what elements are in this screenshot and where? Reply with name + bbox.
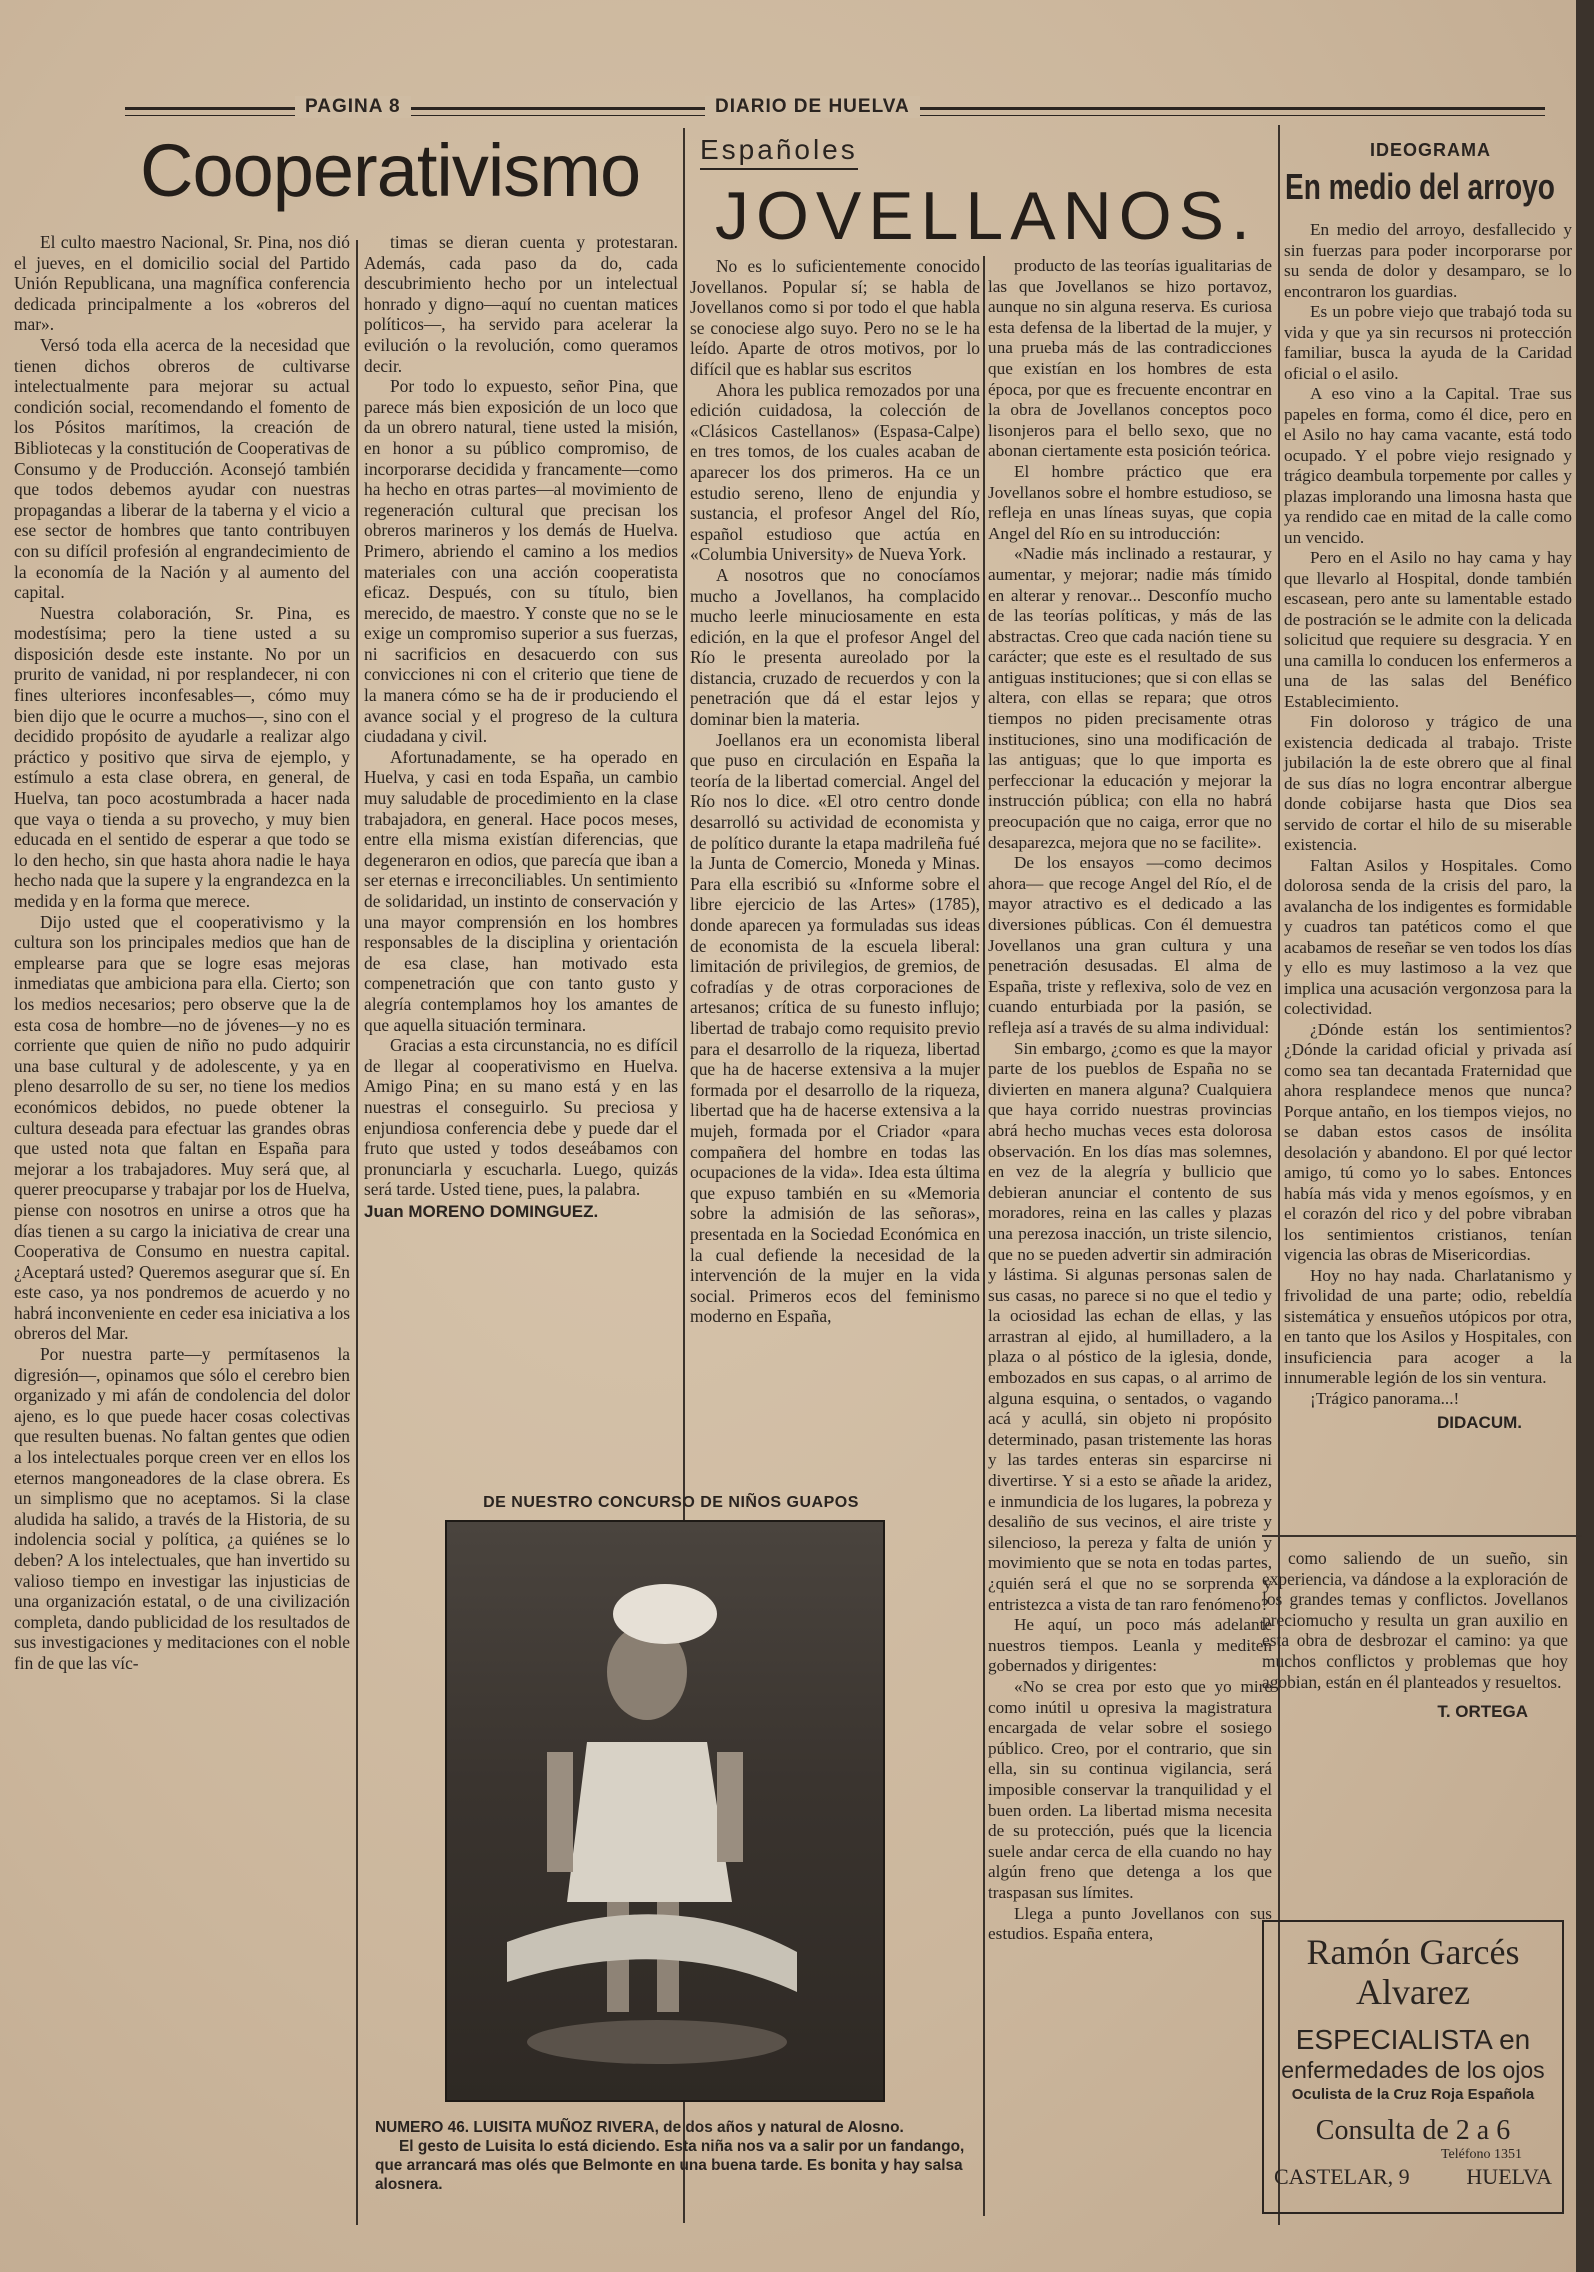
paragraph: Gracias a esta circunstancia, no es difícil de llegar al cooperativismo en Huelva. Amigo Pina; en su mano está y en las nuestras el conseguirlo. Su preciosa y enjundiosa conferencia debe y puede dar el fruto que usted y todos deseábamos con pronunciarla y escucharla. Luego, quizás será tarde. Usted tiene, pues, la palabra. — [364, 1035, 678, 1200]
ad-specialist: ESPECIALISTA en — [1295, 2024, 1531, 2055]
article-column — [364, 232, 678, 1223]
paragraph: Hoy no hay nada. Charlatanismo y frivolidad de una parte; odio, rebeldía sistemática y ensueños utópicos por otra, en tanto que los Asilos y Hospitales, con insuficiencia para acoger a la innumerable legión de los sin ventura. — [1284, 1265, 1572, 1387]
paragraph: «No se crea por esto que yo mire como inútil u opresiva la magistratura encargada de velar sobre el sosiego público. Creo, por el contrario, que sin ella, sin su continua vigilancia, será imposible conservar la tranquilidad y el buen orden. La libertad misma necesita de su protección, pués que la licencia suele andar cerca de ella cuando no hay algún freno que detenga a los que traspasan sus límites. — [988, 1676, 1272, 1902]
paragraph: He aquí, un poco más adelante nuestros tiempos. Leanla y mediten gobernados y dirigentes: — [988, 1615, 1272, 1676]
paragraph: Ahora les publica remozados por una edición cuidadosa, la colección de «Clásicos Castellanos» (Espasa-Calpe) en tres tomos, de los cuales acaban de aparecer los dos primeros. Ha ce un estudio sereno, lleno de enjundia y sustancia, el profesor Angel del Río, español estudioso que actúa en «Columbia University» de Nueva York. — [690, 379, 980, 565]
paragraph: Versó toda ella acerca de la necesidad que tienen dichos obreros de cultivarse intelectualmente para mejorar su actual condición social, recomendando el fomento de los Pósitos marítimos, la creación de Bibliotecas y la constitución de Cooperativas de Consumo y de Producción. Aconsejó también que todos debemos ayudar con nuestras propagandas a liberar de la taberna y el vicio a ese sector de hombres que tanto contribuyen con su difícil profesión al engrandecimiento de la economía de la Nación y al aumento del capital. — [14, 334, 350, 603]
newspaper-name: DIARIO DE HUELVA — [705, 96, 920, 118]
paragraph: Es un pobre viejo que trabajó toda su vida y que ya sin recursos ni protección familiar, busca la ayuda de la Caridad oficial o el asilo. — [1284, 302, 1572, 383]
article-column — [1284, 220, 1572, 1434]
article-title: En medio del arroyo — [1285, 166, 1555, 207]
author-signature: Juan MORENO DOMINGUEZ. — [364, 1201, 599, 1221]
article-column — [690, 256, 980, 1327]
paragraph: En medio del arroyo, desfallecido y sin fuerzas para poder incorporarse por su senda de dolor y desamparo, se lo encontraron los guardias. — [1284, 220, 1572, 301]
ad-field: enfermedades de los ojos — [1281, 2057, 1545, 2083]
paragraph: timas se dieran cuenta y protestaran. Además, cada paso da do, cada descubrimiento hecho por un intelectual honrado y digno—aquí no cuentan matices políticos—, ha servido para acelerar la evilución o la revolución, como queramos decir. — [364, 232, 678, 376]
paragraph: Nuestra colaboración, Sr. Pina, es modestísima; pero la tiene usted a su disposición desde este instante. No por un prurito de vanidad, ni por resplandecer, ni con fines ulteriores inconfesables—, cómo muy bien dijo que le ocurre a muchos—, sino con el decidido propósito de ayudarle a realizar algo práctico y positivo que sirva de ejemplo, y estímulo a esta clase obrera, en general, de Huelva, tan poco acostumbrada a hacer nada que vaya o tienda a su provecho, y muy bien educada en el sentido de esperar a que todo se lo den hecho, sin que hasta ahora nadie le haya hecho nada que la supere y la engrandezca en la medida y en la forma que merece. — [14, 602, 350, 911]
paragraph: Fin doloroso y trágico de una existencia dedicada al trabajo. Triste jubilación la de este obrero que al final de sus días no logra encontrar albergue donde cobijarse hasta que Dios sea servido de cortar el hilo de su miserable existencia. — [1284, 712, 1572, 854]
paragraph: producto de las teorías igualitarias de las que Jovellanos se hizo portavoz, aunque no sin alguna reserva. Es curiosa esta defensa de la libertad de la mujer, y una prueba más de las contradicciones que existían en los hombres de esta época, por que es frecuente encontrar en la obra de Jovellanos conceptos poco lisonjeros para el bello sexo, que no abonan ciertamente esta posición teórica. — [988, 256, 1272, 461]
article-column — [1262, 1548, 1568, 1723]
ad-city: HUELVA — [1466, 2164, 1552, 2189]
ad-hours: Consulta de 2 a 6 — [1315, 2115, 1511, 2146]
ad-phone: Teléfono 1351 — [1440, 2147, 1522, 2162]
ad-name: Ramón Garcés — [1306, 1932, 1520, 1972]
article-title: JOVELLANOS. — [715, 178, 1257, 254]
author-signature: DIDACUM. — [1437, 1413, 1522, 1432]
paragraph: Sin embargo, ¿como es que la mayor parte de los pueblos de España no se divierten en manera alguna? Cualquiera que haya corrido nuestras provincias abrá hecho muchas veces esta dolorosa observación. En los días mas solemnes, en vez de la alegría y bullicio que debieran anunciar el contento de sus moradores, reina en las calles y plazas una perezosa inacción, un triste silencio, que no se pueden advertir sin admiración y lástima. Si algunas personas salen de sus casas, no parece si no que el tedio y la ociosidad las echan de ellas, y las arrastran al ejido, al humilladero, a la plaza o al póstico de la iglesia, donde, embozados en sus capas, o al arrimo de alguna esquina, o sentados, o vagando acá y acullá, sin objeto ni propósito determinado, pasan tristemente las horas y las tardes enteras sin esparcirse ni divertirse. Y si a esto se añade la aridez, e inmundicia de los lugares, la pobreza y desaliño de sus vecinos, el aire triste y silencioso, la pereza y falta de unión y movimiento que se nota en todas partes, ¿quién será el que no se sorprenda y entristezca a vista de tan raro fenómeno? — [988, 1038, 1272, 1614]
paragraph: Por nuestra parte—y permítasenos la digresión—, opinamos que sólo el cerebro bien organizado y mi afán de condolencia del dolor ajeno, es lo que puede hacer cosas colectivas que resulten buenas. No faltan gentes que odien a los intelectuales porque creen ver en ellos los eternos mangoneadores de la clase obrera. Es un simplismo que no aceptamos. Si la clase aludida ha salido, a través de la Historia, de su indolencia social y política, ¿a quiénes se lo deben? A los intelectuales, que han invertido su valioso tiempo en investigar las injusticias de una organización estatal, o de una civilización completa, dando publicidad de los resultados de sus investigaciones y meditaciones con el noble fin de que las víc- — [14, 1344, 350, 1673]
paragraph: El culto maestro Nacional, Sr. Pina, nos dió el jueves, en el domicilio social del Partido Unión Republicana, una magnífica conferencia dedicada principalmente a los «obreros del mar». — [14, 232, 350, 335]
paragraph: De los ensayos —como decimos ahora— que recoge Angel del Río, el de mayor atractivo es el dedicado a las diversiones públicas. Con él demuestra Jovellanos una gran cultura y una penetración desusadas. El alma de España, triste y reflexiva, solo de vez en cuando enturbiada por la pasión, se refleja así a través de su alma individual: — [988, 853, 1272, 1037]
paragraph: Joellanos era un economista liberal que puso en circulación en España la teoría de la libertad comercial. Angel del Río nos lo dice. «El otro centro donde desarrolló su actividad de economista y de político durante la etapa madrileña fué la Junta de Comercio, Moneda y Minas. Para ella escribió su «Informe sobre el libre ejercicio de las Artes» (1785), donde aparecen ya formuladas sus ideas de economista de la escuela liberal: limitación de privilegios, de gremios, de cofradías y de otras corporaciones de artesanos; crítica de su funesto influjo; libertad de trabajo como requisito previo para el desarrollo de la riqueza, libertad que ha de hacerse extensiva a la mujer formada por el desarrollo de la riqueza, libertad que ha de hacerse extensiva a la mujeh, formada por el Criador «para compañera del hombre en todas las ocupaciones de la vida». Idea esta última que expuso también en su «Memoria sobre la admisión de las señoras», presentada en la Sociedad Económica en la cual defiende la necesidad de la intervención de la mujer en la vida social. Primeros ecos del feminismo moderno en España, — [690, 729, 980, 1327]
photo-header: DE NUESTRO CONCURSO DE NIÑOS GUAPOS — [483, 1494, 859, 1511]
article-kicker: IDEOGRAMA — [1370, 140, 1491, 160]
paragraph: A eso vino a la Capital. Trae sus papeles en forma, como él dice, pero en el Asilo no hay cama vacante, está todo ocupado. Y el pobre viejo resignado y trágico deambula torpemente por calles y plazas implorando una limosna hasta que ya rendido cae en mitad de la calle como un vencido. — [1284, 384, 1572, 547]
ad-address: CASTELAR, 9 — [1274, 2164, 1410, 2189]
paragraph: Dijo usted que el cooperativismo y la cultura son los principales medios que han de emplearse para que se logre esas mejoras inmediatas que ambiciona para ella. Cierto; son los medios necesarios; pero observe que la de esta cosa de hombre—no de jóvenes—y no es corriente que quien de niño no pudo adquirir una base cultural y de adolescente, y ya en pleno desarrollo de su ser, no tiene los medios económicos debidos, no puede obtener la cultura deseada para efectuar las grandes obras que usted nota que faltan en España para mejorar a los trabajadores. Muy será que, al querer preocuparse y trabajar por los de Huelva, piense con nosotros en unirse a otros que ha días tienen a su cargo la iniciativa de crear una Cooperativa de Consumo en nuestra capital. ¿Aceptará usted? Queremos asegurar que sí. En este caso, ya nos pondremos de acuerdo y no habrá inconveniente en ceder esa iniciativa a los obreros del Mar. — [14, 911, 350, 1344]
paragraph: como saliendo de un sueño, sin experiencia, va dándose a la exploración de los grandes temas y conflictos. Jovellanos preciomucho y resulta un gran auxilio en esta obra de desbrozar el camino: ya que muchos conflictos y problemas que hoy agobian, están en él planteados y resueltos. — [1262, 1548, 1568, 1692]
column-rule — [1262, 1535, 1582, 1537]
ad-affiliation: Oculista de la Cruz Roja Española — [1291, 2086, 1535, 2103]
paragraph: ¿Dónde están los sentimientos? ¿Dónde la caridad oficial y privada así como sea tan decantada Fraternidad que ahora resplandece menos que nunca? Porque antaño, en los tiempos viejos, no se daban estos casos de insólita desolación y abandono. El por qué lector amigo, tú como yo lo sabes. Entonces había más vida y menos egoísmos, y en el corazón del rico y del pobre vibraban los sentimientos cristianos, tenían vigencia las obras de Misericordias. — [1284, 1019, 1572, 1264]
article-kicker: Españoles — [700, 134, 858, 170]
paragraph: Llega a punto Jovellanos con sus estudios. España entera, — [988, 1903, 1272, 1944]
page-edge — [1576, 0, 1594, 2272]
paragraph: No es lo suficientemente conocido Jovellanos. Popular sí; se habla de Jovellanos como si por todo el que habla se conociese algo suyo. Pero no se le ha leído. Aparte de otros motivos, por lo difícil que es hablar sus escritos — [690, 256, 980, 379]
author-signature: T. ORTEGA — [1437, 1702, 1528, 1722]
photo-caption — [375, 2118, 967, 2194]
caption-name: LUISITA MUÑOZ RIVERA, de dos años y natural de Alosno. — [473, 2119, 904, 2136]
paragraph: A nosotros que no conocíamos mucho a Jovellanos, ha complacido mucho leerle minuciosamente en esta edición, en la que el profesor Angel del Río le presenta aureolado por la distancia, cruzado de recuerdos y con la penetración que dá el estar lejos y dominar bien la materia. — [690, 564, 980, 730]
child-photo — [445, 1520, 885, 2102]
paragraph: El hombre práctico que era Jovellanos sobre el hombre estudioso, se refleja en unas líneas suyas, que copia Angel del Río en su introducción: — [988, 461, 1272, 543]
page-number: PAGINA 8 — [295, 96, 411, 118]
article-title: Cooperativismo — [140, 129, 641, 212]
column-divider — [983, 256, 985, 2216]
paragraph: Por todo lo expuesto, señor Pina, que parece más bien exposición de un loco que da un obrero natural, tiene usted la misión, en honor a su público compromiso, de incorporarse decidida y francamente—como ha hecho en otras partes—al movimiento de regeneración cultural que precisan los obreros marineros y los demás de Huelva. Primero, abriendo el camino a los medios materiales con una acción cooperatista eficaz. Después, con su título, bien merecido, de maestro. Y conste que no se le exige un compromiso superior a sus fuerzas, ni sacrificios en desacuerdo con sus convicciones ni con el criterio que tiene de la manera cómo se ha de ir produciendo el avance social y el progreso de la cultura ciudadana y civil. — [364, 376, 678, 747]
photo-section — [365, 1490, 977, 2225]
ad-address-line — [1264, 2162, 1562, 2190]
advertisement — [1262, 1920, 1564, 2214]
paragraph: Afortunadamente, se ha operado en Huelva, y casi en toda España, un cambio muy saludable de procedimiento en la clase trabajadora, en general. Hace pocos meses, entre ella misma existían diferencias, que degeneraron en odios, que parecía que iban a ser eternas e irreconciliables. Un sentimiento de solidaridad, un instinto de conservación y una mayor comprensión en los hombres responsables de la disciplina y orientación de esa clase, han motivado esta compenetración que con tanto gusto y alegría contemplamos hoy los amantes de que aquella situación terminara. — [364, 746, 678, 1035]
article-column — [14, 232, 350, 1674]
paragraph: Pero en el Asilo no hay cama y hay que llevarlo al Hospital, donde también escasean, pero ante su lamentable estado de postración se le admite con la delicada solicitud que requiere su desgracia. Y en una camilla lo conducen los enfermeros a una de las salas del Benéfico Establecimiento. — [1284, 548, 1572, 711]
caption-number: NUMERO 46. — [375, 2119, 470, 2136]
paragraph: «Nadie más inclinado a restaurar, y aumentar, y mejorar; nadie más tímido en alterar y renovar... Desconfío mucho de las teorías políticas, y más de las abstractas. Creo que cada nación tiene su carácter; que este es el resultado de sus antiguas instituciones; que si con ellas se altera, con ellas se repara; que otros tiempos no piden precisamente otras instituciones, sino una modificación de las antiguas; que lo que importa es perfeccionar la educación y mejorar la instrucción pública; con ella no habrá preocupación que no caiga, error que no desaparezca, mejora que no se facilite». — [988, 544, 1272, 852]
paragraph: ¡Trágico panorama...! — [1310, 1388, 1460, 1408]
caption-text: El gesto de Luisita lo está diciendo. Esta niña nos va a salir por un fandango, que arrancará mas olés que Belmonte en una buena tarde. Es bonita y hay salsa alosnera. — [375, 2138, 965, 2193]
paragraph: Faltan Asilos y Hospitales. Como dolorosa senda de la crisis del paro, la avalancha de los indigentes es formidable y cuadros tan patéticos como el que acabamos de reseñar se ven todos los días y ello es muy lastimoso a la vez que implica una acusación vergonzosa para la colectividad. — [1284, 855, 1572, 1018]
column-divider — [1278, 125, 1280, 2225]
column-divider — [356, 240, 358, 2225]
child-figure — [447, 1522, 883, 2100]
article-column — [988, 256, 1272, 1945]
ad-name: Alvarez — [1356, 1972, 1470, 2012]
